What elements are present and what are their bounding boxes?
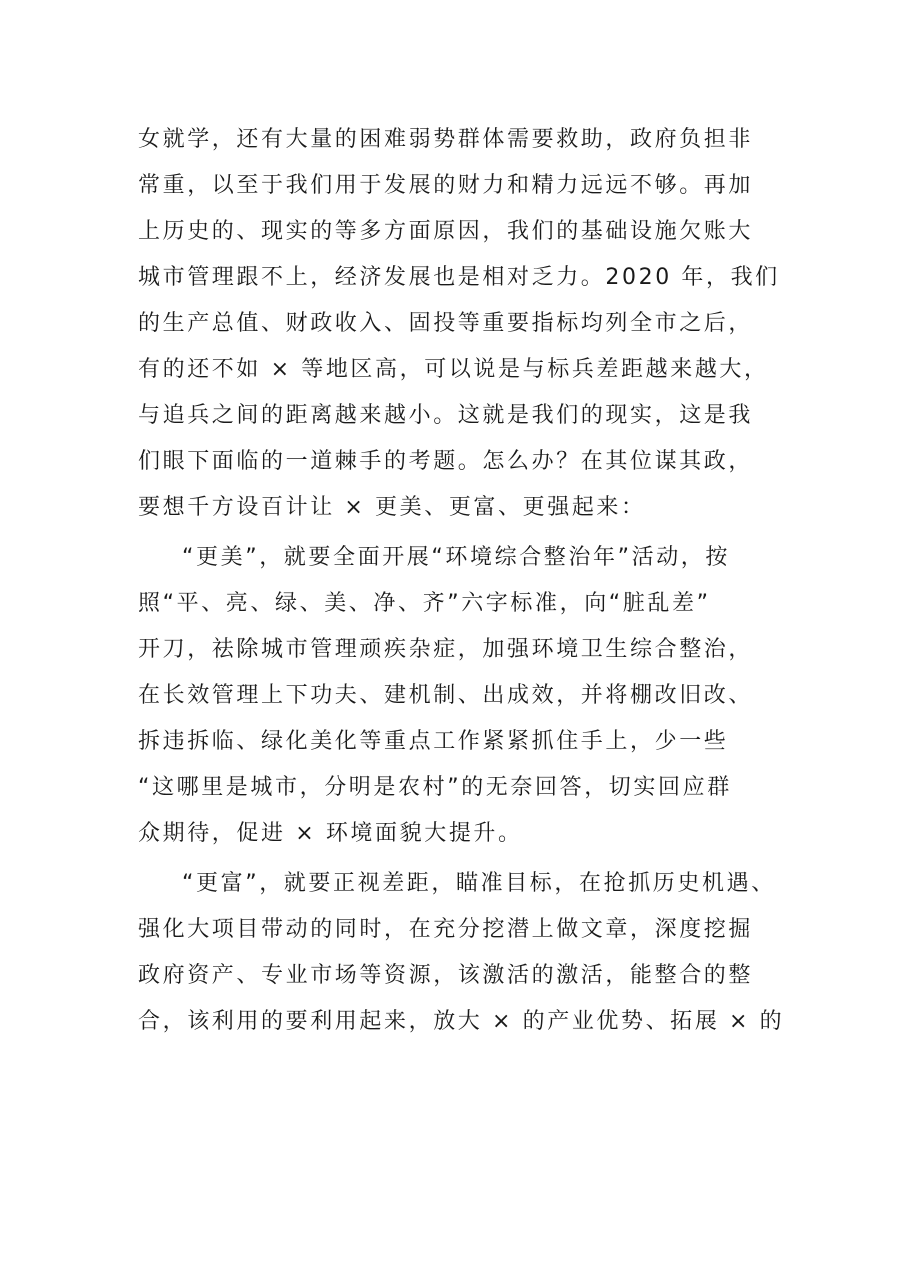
text-line: 合，该利用的要利用起来，放大 × 的产业优势、拓展 × 的 [138, 1009, 785, 1034]
text-line: 要想千方设百计让 × 更美、更富、更强起来： [138, 495, 646, 520]
paragraph-start-line: “更美”，就要全面开展“环境综合整治年”活动，按 [182, 545, 730, 570]
text-line: 女就学，还有大量的困难弱势群体需要救助，政府负担非 [138, 127, 754, 152]
text-line: 政府资产、专业市场等资源，该激活的激活，能整合的整 [138, 963, 754, 988]
text-line: 照“平、亮、绿、美、净、齐”六字标准，向“脏乱差” [138, 591, 711, 616]
text-line: “这哪里是城市，分明是农村”的无奈回答，切实回应群 [138, 775, 732, 800]
text-line: 常重，以至于我们用于发展的财力和精力远远不够。再加 [138, 173, 754, 198]
text-line: 众期待，促进 × 环境面貌大提升。 [138, 821, 523, 846]
text-line: 开刀，祛除城市管理顽疾杂症，加强环境卫生综合整治， [138, 637, 754, 662]
text-line: 上历史的、现实的等多方面原因，我们的基础设施欠账大 [138, 219, 754, 244]
text-line: 强化大项目带动的同时，在充分挖潜上做文章，深度挖掘 [138, 917, 754, 942]
document-body [138, 120, 788, 1048]
text-line: 拆违拆临、绿化美化等重点工作紧紧抓住手上，少一些 [138, 729, 729, 754]
paragraph-start-line: “更富”，就要正视差距，瞄准目标，在抢抓历史机遇、 [182, 871, 776, 896]
text-line: 有的还不如 × 等地区高，可以说是与标兵差距越来越大， [138, 357, 769, 382]
text-line: 城市管理跟不上，经济发展也是相对乏力。2020 年，我们 [138, 265, 780, 290]
text-line: 们眼下面临的一道棘手的考题。怎么办？在其位谋其政， [138, 449, 754, 474]
text-line: 与追兵之间的距离越来越小。这就是我们的现实，这是我 [138, 403, 754, 428]
text-line: 的生产总值、财政收入、固投等重要指标均列全市之后， [138, 311, 754, 336]
text-line: 在长效管理上下功夫、建机制、出成效，并将棚改旧改、 [138, 683, 754, 708]
